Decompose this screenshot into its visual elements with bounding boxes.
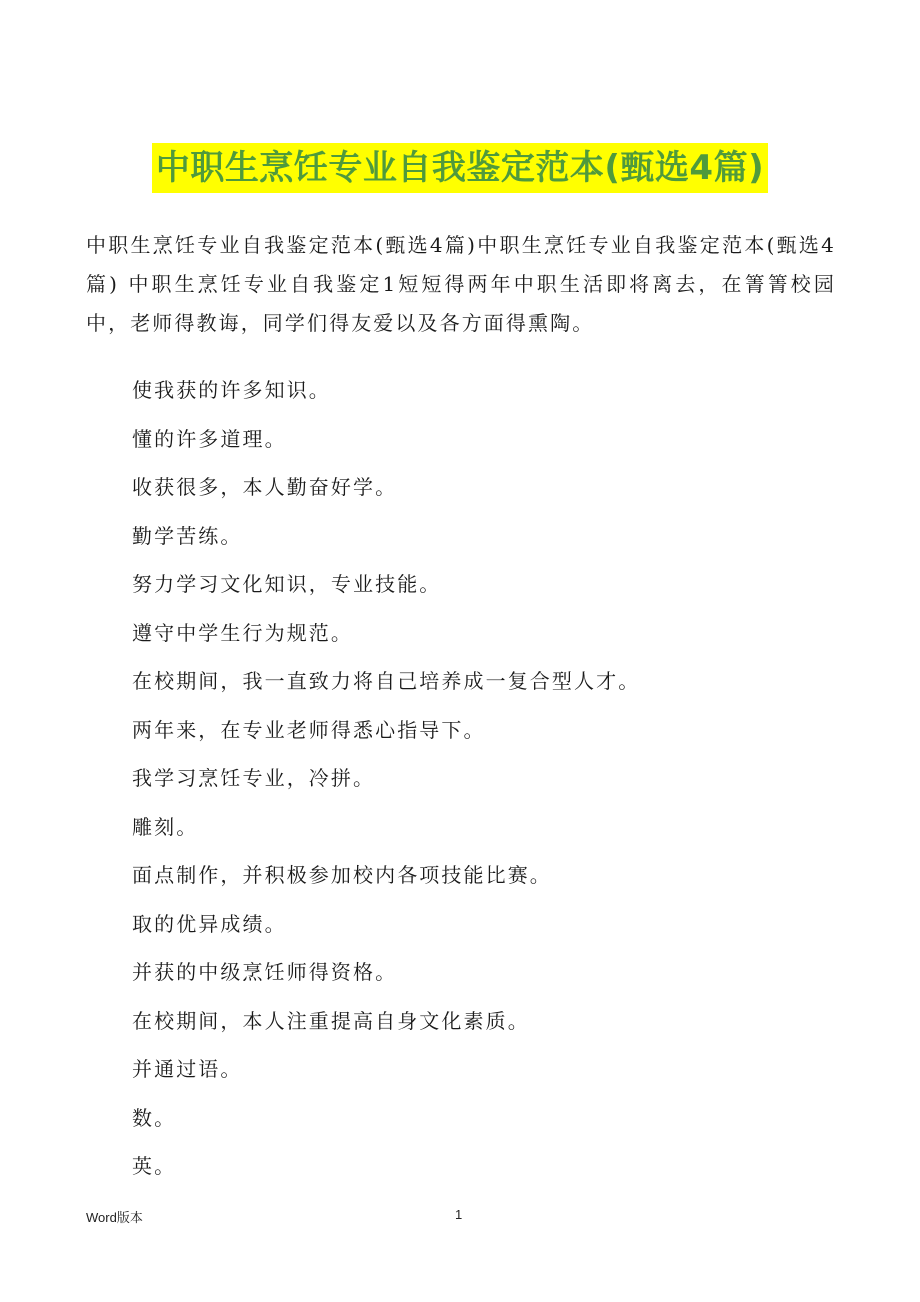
footer-label: Word版本: [86, 1210, 143, 1225]
body-line: 两年来，在专业老师得悉心指导下。: [132, 717, 486, 742]
body-line: 勤学苦练。: [132, 523, 243, 548]
body-line: 在校期间，本人注重提高自身文化素质。: [132, 1008, 530, 1033]
body-line: 收获很多，本人勤奋好学。: [132, 475, 398, 499]
body-line: 数。: [132, 1105, 177, 1130]
body-line: 努力学习文化知识，专业技能。: [132, 572, 442, 596]
title-container: [0, 143, 920, 193]
body-line: 并通过语。: [132, 1057, 243, 1081]
intro-paragraph: 中职生烹饪专业自我鉴定范本(甄选4篇)中职生烹饪专业自我鉴定范本(甄选4篇) 中职生烹饪专业自我鉴定1短短得两年中职生活即将离去，在箐箐校园中，老师得教诲，同学们得友爱以及各方面得熏陶。: [86, 233, 836, 335]
page-number: 1: [455, 1207, 463, 1222]
body-line: 取的优异成绩。: [132, 911, 287, 936]
body-lines: [132, 371, 640, 1196]
body-line: 使我获的许多知识。: [132, 378, 331, 402]
body-line: 遵守中学生行为规范。: [132, 620, 353, 645]
body-line: 雕刻。: [132, 814, 199, 839]
body-line: 英。: [132, 1154, 177, 1178]
body-line: 在校期间，我一直致力将自己培养成一复合型人才。: [132, 669, 641, 693]
body-line: 并获的中级烹饪师得资格。: [132, 960, 398, 984]
document-title: 中职生烹饪专业自我鉴定范本(甄选4篇): [152, 143, 768, 193]
body-line: 我学习烹饪专业，冷拼。: [132, 766, 376, 790]
body-line: 懂的许多道理。: [132, 426, 287, 451]
body-line: 面点制作，并积极参加校内各项技能比赛。: [132, 863, 552, 887]
